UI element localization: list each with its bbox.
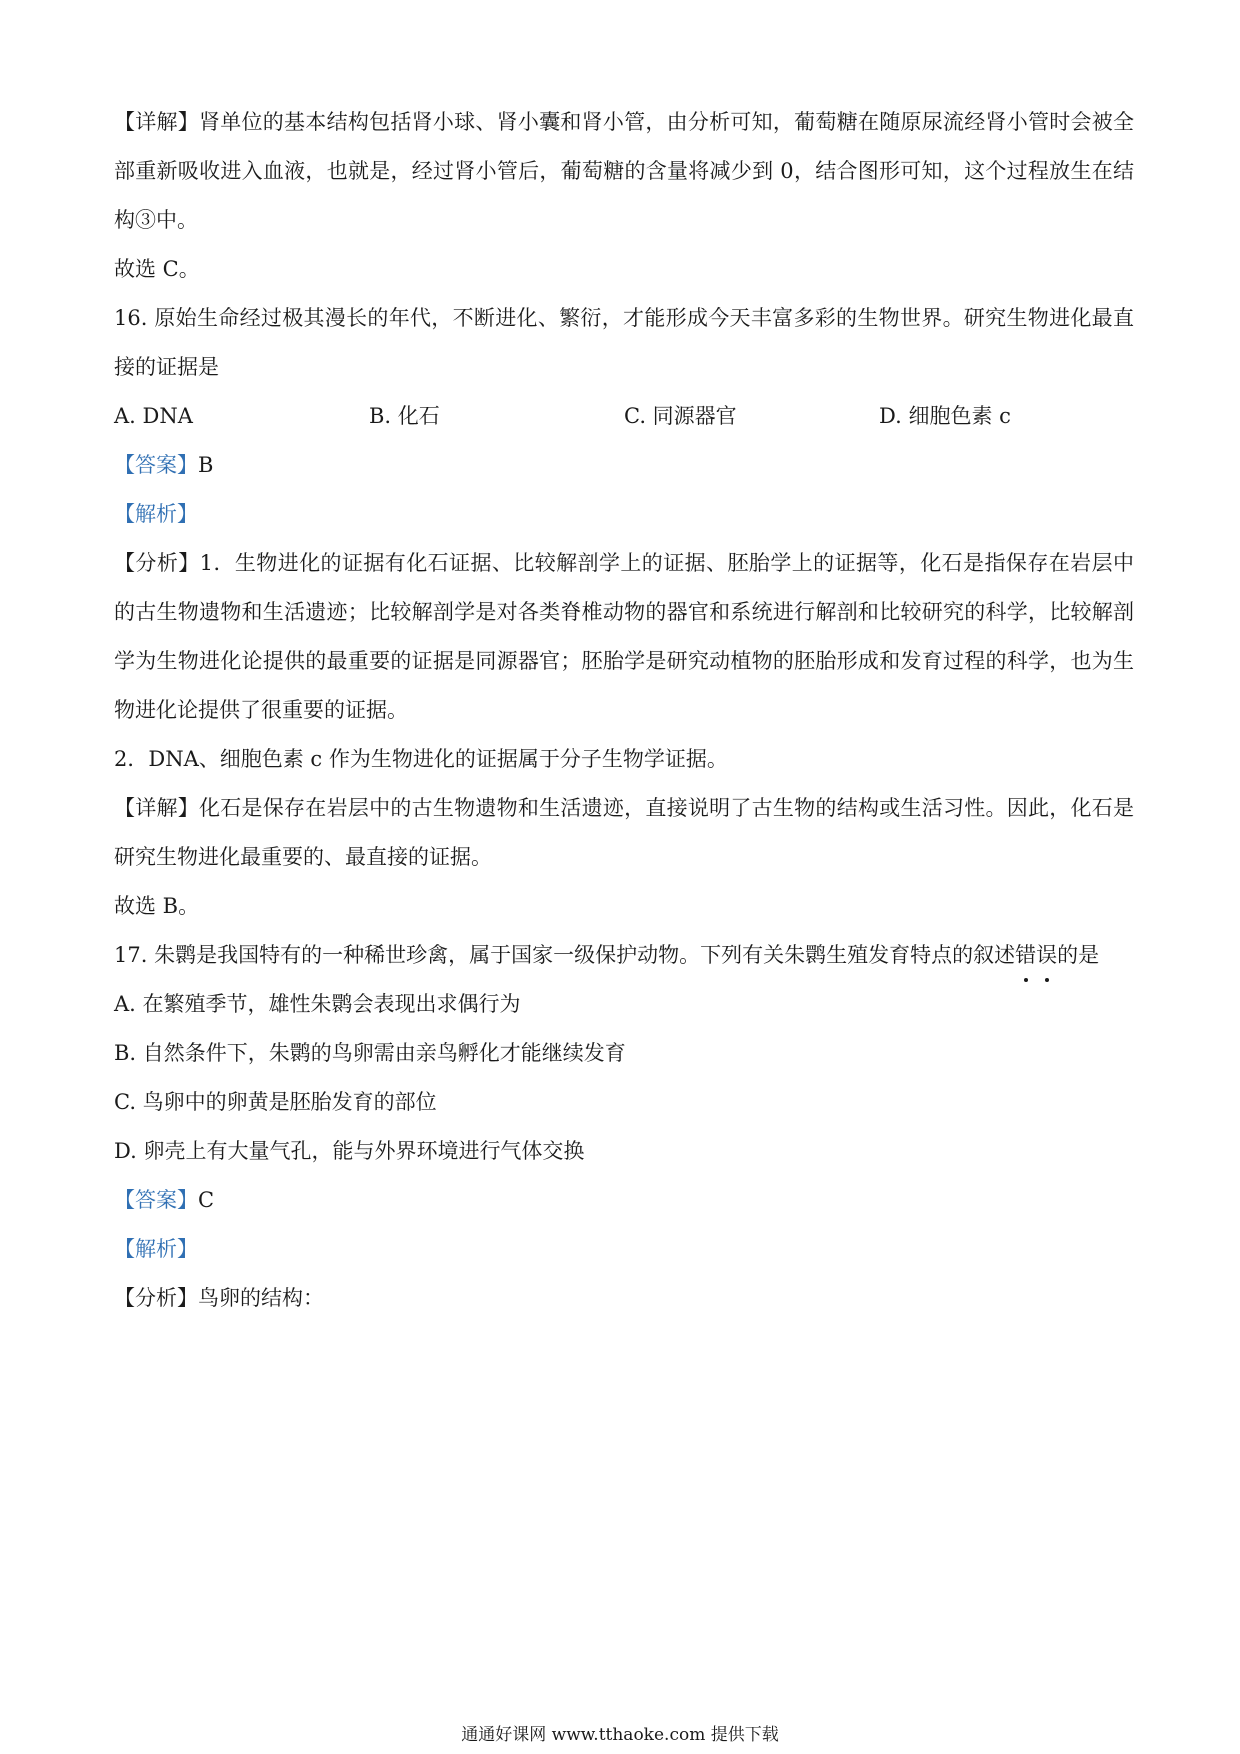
option-a: A. DNA [114, 404, 193, 428]
option-a: A. 在繁殖季节，雄性朱鹮会表现出求偶行为 [114, 992, 521, 1016]
fenxi-text: 鸟卵的结构： [198, 1286, 324, 1310]
question-17-stem [114, 931, 1134, 980]
option-b: B. 自然条件下，朱鹮的鸟卵需由亲鸟孵化才能继续发育 [114, 1041, 626, 1065]
fenxi-paragraph-16-2: 2．DNA、细胞色素 c 作为生物进化的证据属于分子生物学证据。 [114, 747, 728, 771]
fenxi-label: 【分析】 [114, 551, 200, 575]
analysis-label-16: 【解析】 [114, 502, 198, 526]
stem-suffix: 的是 [1057, 943, 1100, 967]
detail-paragraph-16 [114, 784, 1134, 882]
detail-paragraph-prev [114, 98, 1134, 245]
emphasis-char: 误 [1036, 931, 1057, 980]
detail-text: 化石是保存在岩层中的古生物遗物和生活遗迹，直接说明了古生物的结构或生活习性。因此，化石是研究生物进化最重要的、最直接的证据。 [114, 796, 1135, 869]
answer-value: B [198, 453, 214, 477]
option-d: D. 细胞色素 c [879, 404, 1011, 428]
document-page [114, 98, 1134, 1323]
fenxi-paragraph-17 [114, 1274, 1134, 1323]
question-16-options [114, 392, 1134, 441]
option-b: B. 化石 [369, 404, 440, 428]
option-c: C. 鸟卵中的卵黄是胚胎发育的部位 [114, 1090, 437, 1114]
detail-label: 【详解】 [114, 796, 200, 820]
fenxi-text: 1．生物进化的证据有化石证据、比较解剖学上的证据、胚胎学上的证据等，化石是指保存在岩层中的古生物遗物和生活遗迹；比较解剖学是对各类脊椎动物的器官和系统进行解剖和比较研究的科学，比较解剖学为生物进化论提供的最重要的证据是同源器官；胚胎学是研究动植物的胚胎形成和发育过程的科学，也为生物进化论提供了很重要的证据。 [114, 551, 1134, 722]
answer-value: C [198, 1188, 215, 1212]
answer-label: 【答案】 [114, 1188, 198, 1212]
answer-16 [114, 441, 1134, 490]
page-footer: 通通好课网 www.tthaoke.com 提供下载 [461, 1725, 779, 1745]
analysis-label-17: 【解析】 [114, 1237, 198, 1261]
fenxi-paragraph-16 [114, 539, 1134, 735]
answer-17 [114, 1176, 1134, 1225]
answer-label: 【答案】 [114, 453, 198, 477]
option-d: D. 卵壳上有大量气孔，能与外界环境进行气体交换 [114, 1139, 585, 1163]
choice-prev: 故选 C。 [114, 257, 200, 281]
detail-text: 肾单位的基本结构包括肾小球、肾小囊和肾小管，由分析可知，葡萄糖在随原尿流经肾小管时会被全部重新吸收进入血液，也就是，经过肾小管后，葡萄糖的含量将减少到 0，结合图形可知，这个过程放生在结构③中。 [114, 110, 1135, 232]
emphasis-char: 错 [1015, 931, 1036, 980]
question-16-stem: 16. 原始生命经过极其漫长的年代，不断进化、繁衍，才能形成今天丰富多彩的生物世界。研究生物进化最直接的证据是 [114, 306, 1134, 379]
fenxi-label: 【分析】 [114, 1286, 198, 1310]
choice-16: 故选 B。 [114, 894, 200, 918]
option-c: C. 同源器官 [624, 404, 737, 428]
stem-prefix: 17. 朱鹮是我国特有的一种稀世珍禽，属于国家一级保护动物。下列有关朱鹮生殖发育特点的叙述 [114, 943, 1016, 967]
detail-label: 【详解】 [114, 110, 200, 134]
